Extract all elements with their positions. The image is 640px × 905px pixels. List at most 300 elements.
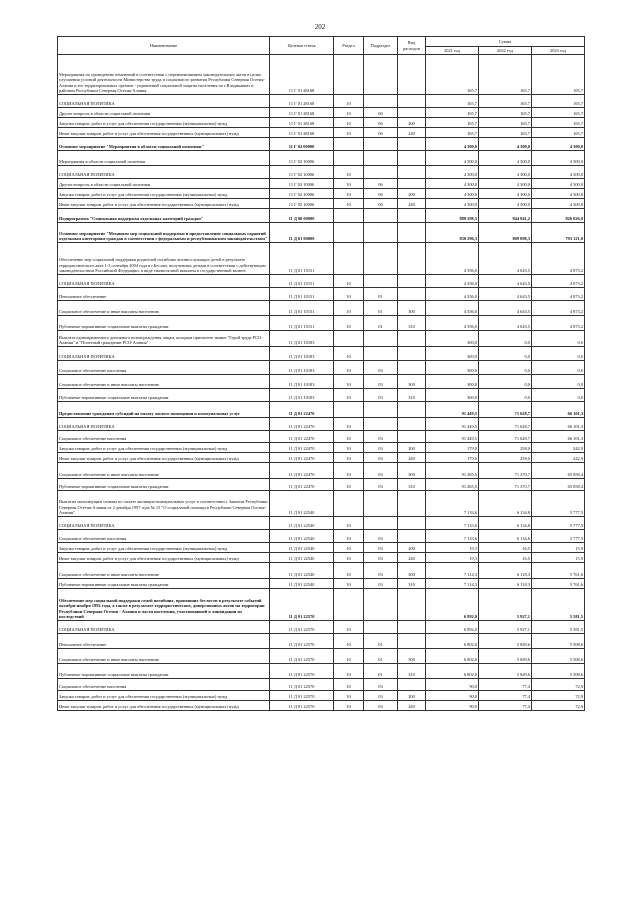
row-section: 10 [334,199,364,209]
header-subsection: Подраздел [364,37,398,55]
row-sum-2023: 5 777,5 [532,491,585,517]
row-target-code: 11 Г 01 28168 [270,128,334,138]
row-section: 10 [334,543,364,553]
row-name: СОЦИАЛЬНАЯ ПОЛИТИКА [58,275,270,288]
table-row [58,563,585,579]
row-section: 10 [334,347,364,361]
row-sum-2022: 165,7 [479,118,532,128]
row-sum-2021: 7 133,6 [426,530,479,543]
table-row [58,108,585,118]
row-name: Социальное обеспечение населения [58,679,270,691]
row-expense-type: 200 [398,118,426,128]
header-name: Наименование [58,37,270,55]
row-subsection [364,138,398,151]
row-section: 10 [334,361,364,375]
row-expense-type: 200 [398,543,426,553]
row-target-code: 11 Д 01 22570 [270,691,334,701]
row-sum-2021: 4 300,0 [426,199,479,209]
row-sum-2023: 4 300,0 [532,179,585,189]
table-row [58,118,585,128]
row-target-code: 11 Д 01 22470 [270,402,334,418]
row-subsection: 03 [364,691,398,701]
row-sum-2021: 4 356,0 [426,288,479,301]
row-subsection [364,166,398,179]
row-sum-2021: 7 114,3 [426,563,479,579]
row-sum-2022: 258,0 [479,453,532,463]
row-subsection [364,243,398,275]
row-subsection [364,151,398,166]
row-target-code: 11 Д 01 22570 [270,621,334,634]
row-expense-type [398,243,426,275]
row-sum-2021: 300,0 [426,347,479,361]
table-row [58,288,585,301]
row-sum-2022: 6 118,3 [479,579,532,589]
row-expense-type: 200 [398,691,426,701]
table-row [58,361,585,375]
row-target-code: 11 Д 01 22570 [270,634,334,649]
row-sum-2021: 4 300,0 [426,138,479,151]
row-sum-2022: 71 628,7 [479,402,532,418]
row-name: Предоставление гражданам субсидий на оплату жилого помещения и коммунальных услуг [58,402,270,418]
row-subsection: 01 [364,664,398,679]
row-section [334,209,364,223]
row-subsection: 01 [364,316,398,331]
row-target-code: 11 Г 02 10006 [270,179,334,189]
table-row [58,579,585,589]
row-sum-2023: 65 858,4 [532,463,585,479]
row-expense-type [398,151,426,166]
row-sum-2022: 6 134,8 [479,530,532,543]
row-sum-2021: 91 449,5 [426,431,479,443]
row-expense-type [398,679,426,691]
row-name: Закупка товаров, работ и услуг для обеспечения государственных (муниципальных) нужд [58,443,270,453]
table-row [58,55,585,95]
row-target-code: 11 Д 01 22470 [270,418,334,431]
row-sum-2022: 77,4 [479,691,532,701]
row-sum-2023: 5 508,6 [532,649,585,664]
row-section [334,331,364,347]
row-sum-2022: 6 134,8 [479,491,532,517]
row-name: Закупка товаров, работ и услуг для обеспечения государственных (муниципальных) нужд [58,691,270,701]
row-section: 10 [334,95,364,108]
row-sum-2022: 6 118,3 [479,563,532,579]
row-sum-2021: 165,7 [426,128,479,138]
row-sum-2021: 91 449,5 [426,402,479,418]
table-row [58,589,585,621]
row-sum-2021: 6 892,0 [426,589,479,621]
row-section [334,589,364,621]
row-subsection [364,95,398,108]
row-sum-2023: 242,9 [532,443,585,453]
row-target-code: 11 Г 02 10006 [270,166,334,179]
table-row [58,517,585,530]
row-section: 10 [334,166,364,179]
row-target-code: 11 Д 01 22570 [270,664,334,679]
row-sum-2021: 6 802,0 [426,649,479,664]
row-sum-2022: 165,7 [479,95,532,108]
row-subsection: 03 [364,479,398,491]
row-expense-type [398,418,426,431]
table-row [58,453,585,463]
row-expense-type [398,166,426,179]
row-sum-2023: 72,9 [532,691,585,701]
table-row [58,649,585,664]
row-expense-type [398,634,426,649]
row-expense-type: 310 [398,316,426,331]
row-target-code: 11 Д 01 22470 [270,479,334,491]
row-section: 10 [334,463,364,479]
row-section: 10 [334,691,364,701]
row-sum-2023: 4 873,2 [532,301,585,316]
row-section: 10 [334,621,364,634]
row-expense-type [398,209,426,223]
row-name: Публичные нормативные социальные выплаты гражданам [58,316,270,331]
row-expense-type [398,621,426,634]
row-name: Публичные нормативные социальные выплаты гражданам [58,479,270,491]
row-sum-2023: 5 581,5 [532,621,585,634]
table-row [58,691,585,701]
row-sum-2021: 6 802,0 [426,634,479,649]
row-section: 10 [334,431,364,443]
row-sum-2021: 19,3 [426,543,479,553]
row-sum-2021: 4 356,0 [426,301,479,316]
row-expense-type [398,55,426,95]
row-sum-2022: 0,0 [479,347,532,361]
row-target-code: 11 Г 02 10006 [270,189,334,199]
row-section [334,151,364,166]
row-sum-2022: 5 927,1 [479,621,532,634]
row-sum-2023: 0,0 [532,389,585,402]
row-section: 10 [334,316,364,331]
row-subsection [364,621,398,634]
row-section: 10 [334,664,364,679]
table-row [58,389,585,402]
row-sum-2021: 4 300,0 [426,151,479,166]
row-subsection [364,331,398,347]
row-sum-2022: 77,4 [479,701,532,711]
row-target-code: 11 Д 01 22540 [270,553,334,563]
row-sum-2023: 165,7 [532,118,585,128]
header-year-2022: 2022 год [479,47,532,55]
row-subsection [364,223,398,243]
row-section: 10 [334,118,364,128]
row-target-code: 11 Д 01 22570 [270,701,334,711]
row-section [334,402,364,418]
row-name: СОЦИАЛЬНАЯ ПОЛИТИКА [58,621,270,634]
table-row [58,128,585,138]
row-section: 10 [334,563,364,579]
row-sum-2023: 165,7 [532,55,585,95]
row-expense-type: 300 [398,563,426,579]
row-subsection: 03 [364,679,398,691]
row-name: СОЦИАЛЬНАЯ ПОЛИТИКА [58,166,270,179]
row-sum-2021: 90,0 [426,691,479,701]
row-name: Выплаты малоимущим семьям по оплате жилищно-коммунальных услуг в соответствии с Законом Республики Северная Осетия-Алания от 2 декабря 1997 года № 15 "О социальной помощи в Республике Северная Осетия-Алания" [58,491,270,517]
row-name: СОЦИАЛЬНАЯ ПОЛИТИКА [58,347,270,361]
row-subsection: 06 [364,179,398,189]
row-name: Иные закупки товаров, работ и услуг для обеспечения государственных (муниципальных) нужд [58,128,270,138]
row-target-code: 11 Г 02 10006 [270,199,334,209]
row-subsection: 01 [364,649,398,664]
row-subsection: 01 [364,301,398,316]
row-sum-2021: 4 300,0 [426,179,479,189]
row-sum-2022: 165,7 [479,55,532,95]
row-sum-2022: 4 300,0 [479,138,532,151]
row-subsection: 03 [364,389,398,402]
row-sum-2022: 4 643,5 [479,301,532,316]
row-target-code: 11 Г 01 28168 [270,108,334,118]
row-sum-2022: 4 300,0 [479,199,532,209]
row-name: СОЦИАЛЬНАЯ ПОЛИТИКА [58,418,270,431]
row-name: Иные закупки товаров, работ и услуг для обеспечения государственных (муниципальных) нужд [58,701,270,711]
row-sum-2023: 15,9 [532,553,585,563]
row-subsection [364,347,398,361]
table-row [58,347,585,361]
table-row [58,553,585,563]
row-sum-2022: 165,7 [479,108,532,118]
row-expense-type: 240 [398,553,426,563]
row-expense-type [398,347,426,361]
table-row [58,179,585,189]
row-section [334,55,364,95]
row-target-code: 11 Д 01 10183 [270,375,334,389]
row-target-code: 11 Д 01 10151 [270,275,334,288]
row-sum-2021: 4 356,0 [426,243,479,275]
row-section: 10 [334,418,364,431]
row-target-code: 11 Д 00 00000 [270,209,334,223]
row-target-code: 11 Д 01 10183 [270,331,334,347]
row-sum-2021: 6 802,0 [426,664,479,679]
row-sum-2021: 300,0 [426,375,479,389]
row-target-code: 11 Д 01 10183 [270,361,334,375]
row-expense-type: 310 [398,664,426,679]
table-row [58,621,585,634]
row-section: 10 [334,553,364,563]
row-target-code: 11 Д 01 22570 [270,679,334,691]
row-expense-type [398,275,426,288]
row-subsection [364,517,398,530]
row-subsection: 01 [364,634,398,649]
table-row [58,199,585,209]
row-target-code: 11 Д 01 22570 [270,649,334,664]
row-sum-2022: 4 300,0 [479,179,532,189]
row-section: 10 [334,443,364,453]
table-row [58,375,585,389]
budget-table [57,36,585,711]
row-sum-2023: 165,7 [532,108,585,118]
row-sum-2023: 165,7 [532,95,585,108]
row-name: Пенсионное обеспечение [58,634,270,649]
row-target-code: 11 Г 02 00000 [270,138,334,151]
row-name: Другие вопросы в области социальной политики [58,108,270,118]
table-row [58,443,585,453]
row-sum-2023: 4 300,0 [532,138,585,151]
row-sum-2022: 5 927,1 [479,589,532,621]
row-name: Мероприятия по проведению изменений в соответствии с переименованием законодательных актов в целях улучшения условий деятельности Министерства труда и социального развития Республики Северная Осетия-Алания и его территориальных органов - управлений социальной защиты населения по г.Владикавказ и районам Республики Северная Осетия-Алания [58,55,270,95]
row-sum-2021: 90,0 [426,679,479,691]
table-row [58,301,585,316]
table-row [58,463,585,479]
header-expense-type: Вид расходов [398,37,426,55]
row-sum-2021: 889 298,3 [426,209,479,223]
row-expense-type [398,331,426,347]
row-expense-type: 200 [398,189,426,199]
row-name: Социальное обеспечение и иные выплаты населению [58,649,270,664]
row-target-code: 11 Д 01 22470 [270,431,334,443]
row-expense-type [398,589,426,621]
row-name: Социальное обеспечение населения [58,361,270,375]
row-expense-type [398,95,426,108]
row-subsection [364,275,398,288]
row-sum-2022: 844 841,2 [479,209,532,223]
row-name: Закупка товаров, работ и услуг для обеспечения государственных (муниципальных) нужд [58,118,270,128]
table-row [58,634,585,649]
row-sum-2021: 91 265,5 [426,479,479,491]
row-section: 10 [334,179,364,189]
row-sum-2022: 6 134,8 [479,517,532,530]
row-subsection: 03 [364,701,398,711]
row-sum-2023: 242,9 [532,453,585,463]
table-row [58,679,585,691]
row-expense-type [398,431,426,443]
row-name: Публичные нормативные социальные выплаты гражданам [58,579,270,589]
row-sum-2022: 4 300,0 [479,151,532,166]
row-section: 10 [334,389,364,402]
row-expense-type: 240 [398,701,426,711]
row-sum-2021: 300,0 [426,389,479,402]
row-sum-2023: 72,9 [532,679,585,691]
table-row [58,331,585,347]
row-section: 10 [334,128,364,138]
row-sum-2022: 4 643,5 [479,275,532,288]
row-name: Иные закупки товаров, работ и услуг для обеспечения государственных (муниципальных) нужд [58,553,270,563]
row-sum-2023: 4 300,0 [532,189,585,199]
row-target-code: 11 Д 01 10151 [270,301,334,316]
header-section: Раздел [334,37,364,55]
row-sum-2023: 66 101,3 [532,402,585,418]
row-sum-2023: 4 300,0 [532,166,585,179]
row-sum-2021: 830 296,3 [426,223,479,243]
row-section: 10 [334,275,364,288]
row-sum-2021: 7 114,3 [426,579,479,589]
row-target-code: 11 Д 01 22540 [270,491,334,517]
row-expense-type [398,223,426,243]
row-subsection: 03 [364,375,398,389]
row-sum-2022: 0,0 [479,361,532,375]
row-name: Публичные нормативные социальные выплаты гражданам [58,664,270,679]
row-name: Социальное обеспечение и иные выплаты населению [58,301,270,316]
row-target-code: 11 Д 01 22540 [270,530,334,543]
row-sum-2022: 0,0 [479,375,532,389]
row-expense-type [398,108,426,118]
row-subsection [364,418,398,431]
table-body [58,55,585,711]
row-name: Социальное обеспечение и иные выплаты населению [58,563,270,579]
row-subsection: 06 [364,108,398,118]
row-section: 10 [334,189,364,199]
row-subsection: 03 [364,361,398,375]
row-name: Другие вопросы в области социальной политики [58,179,270,189]
row-sum-2023: 0,0 [532,347,585,361]
row-section: 10 [334,288,364,301]
row-expense-type: 240 [398,453,426,463]
row-sum-2023: 165,7 [532,128,585,138]
row-sum-2022: 5 849,6 [479,664,532,679]
row-sum-2022: 4 643,5 [479,243,532,275]
row-section: 10 [334,479,364,491]
row-sum-2023: 5 581,5 [532,589,585,621]
row-sum-2022: 16,5 [479,553,532,563]
page-number: 202 [314,23,326,31]
row-subsection: 03 [364,543,398,553]
row-target-code: 11 Д 01 22470 [270,453,334,463]
row-sum-2021: 90,0 [426,701,479,711]
row-sum-2022: 4 300,0 [479,189,532,199]
table-row [58,166,585,179]
row-name: Основное мероприятие "Мероприятия в области социальной политики" [58,138,270,151]
row-subsection: 03 [364,443,398,453]
row-expense-type: 300 [398,301,426,316]
row-sum-2021: 7 133,6 [426,517,479,530]
row-target-code: 11 Д 01 22540 [270,543,334,553]
row-sum-2021: 7 133,6 [426,491,479,517]
table-row [58,418,585,431]
row-subsection: 06 [364,128,398,138]
row-expense-type: 300 [398,463,426,479]
row-sum-2022: 0,0 [479,389,532,402]
row-section: 10 [334,301,364,316]
row-sum-2021: 91 265,5 [426,463,479,479]
row-target-code: 11 Д 01 22540 [270,563,334,579]
row-subsection [364,491,398,517]
table-row [58,151,585,166]
table-row [58,95,585,108]
table-row [58,491,585,517]
row-name: Социальное обеспечение населения [58,530,270,543]
table-row [58,275,585,288]
row-section: 10 [334,649,364,664]
row-sum-2023: 826 026,8 [532,209,585,223]
row-section: 10 [334,579,364,589]
row-section [334,138,364,151]
row-subsection [364,402,398,418]
row-section [334,243,364,275]
row-section: 10 [334,517,364,530]
row-subsection: 06 [364,118,398,128]
row-target-code: 11 Д 01 22570 [270,589,334,621]
row-sum-2021: 19,3 [426,553,479,563]
row-sum-2022: 4 643,5 [479,288,532,301]
row-sum-2023: 5 508,6 [532,634,585,649]
row-name: СОЦИАЛЬНАЯ ПОЛИТИКА [58,517,270,530]
row-expense-type: 310 [398,389,426,402]
row-sum-2023: 5 777,5 [532,517,585,530]
row-subsection: 06 [364,189,398,199]
row-name: Социальное обеспечение населения [58,431,270,443]
row-sum-2023: 4 873,2 [532,288,585,301]
row-sum-2023: 5 761,6 [532,579,585,589]
row-sum-2021: 165,7 [426,95,479,108]
row-sum-2023: 72,9 [532,701,585,711]
row-expense-type [398,402,426,418]
row-target-code: 11 Д 01 10183 [270,347,334,361]
row-section: 10 [334,701,364,711]
row-sum-2022: 258,0 [479,443,532,453]
row-sum-2022: 71 628,7 [479,418,532,431]
row-subsection: 03 [364,431,398,443]
row-expense-type: 200 [398,443,426,453]
table-row [58,223,585,243]
